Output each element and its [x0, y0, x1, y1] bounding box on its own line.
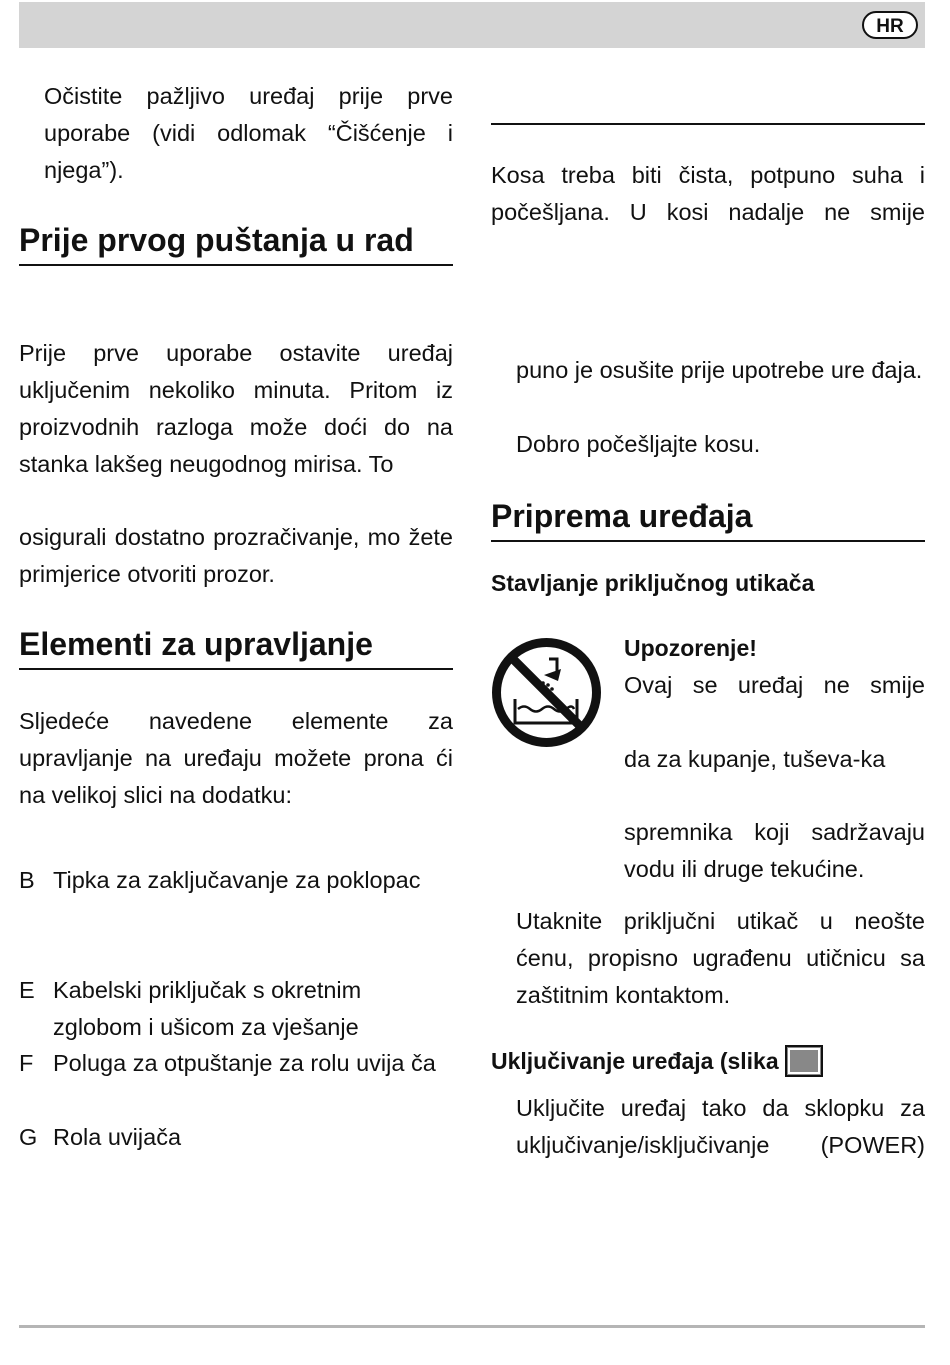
subheading-text: Uključivanje uređaja (slika: [491, 1048, 779, 1074]
language-badge: HR: [862, 11, 918, 39]
section-prepare-device: [491, 496, 925, 542]
list-item-text: Tipka za zaključavanje za poklopac: [53, 867, 421, 893]
switch-paragraph: Uključite uređaj tako da sklopku za uključivanje/isključivanje (POWER): [516, 1095, 925, 1158]
warning-heading: Upozorenje!: [624, 635, 757, 661]
warning-line: spremnika koji sadržavaju vodu ili druge tekućine.: [624, 819, 925, 882]
list-item-text: Poluga za otpuštanje za rolu uvija ča: [53, 1050, 436, 1076]
list-item-text: Rola uvijača: [53, 1124, 182, 1150]
footer-rule: [19, 1325, 925, 1328]
list-item: [19, 1045, 453, 1082]
list-item-text: Kabelski priključak s okretnim zglobom i ušicom za vješanje: [53, 977, 362, 1040]
warning-line: Ovaj se uređaj ne smije: [624, 672, 925, 698]
list-item: [19, 972, 453, 1046]
figure-reference-box: [785, 1045, 823, 1077]
list-item: [19, 1119, 453, 1156]
dry-hair-paragraph: puno je osušite prije upotrebe ure đaja.: [516, 357, 923, 383]
section-paragraph: Sljedeće navedene elemente za upravljanje na uređaju možete prona ći na velikoj slici na dodatku:: [19, 708, 453, 808]
plug-paragraph: Utaknite priključni utikač u neošte ćenu, propisno ugrađenu utičnicu sa zaštitnim kontaktom.: [516, 908, 925, 1008]
no-water-warning-icon: [491, 637, 602, 748]
list-item-letter: B: [19, 867, 35, 893]
section-before-first-use: [19, 220, 453, 266]
list-item-letter: G: [19, 1124, 38, 1150]
section-paragraph: Prije prve uporabe ostavite uređaj uključenim nekoliko minuta. Pritom iz proizvodnih razloga može doći do na stanka lakšeg neugodnog mirisa. To: [19, 340, 453, 477]
section-title: Prije prvog puštanja u rad: [19, 220, 453, 266]
header-bar: [19, 2, 925, 48]
list-item: [19, 862, 453, 899]
list-item-letter: F: [19, 1050, 34, 1076]
subheading-plug: Stavljanje priključnog utikača: [491, 570, 815, 596]
intro-paragraph: Očistite pažljivo uređaj prije prve uporabe (vidi odlomak “Čišćenje i njega”).: [44, 83, 453, 183]
section-title: Priprema uređaja: [491, 496, 925, 542]
comb-hair-paragraph: Dobro počešljajte kosu.: [516, 431, 761, 457]
warning-line: da za kupanje, tuševa-ka: [624, 746, 886, 772]
section-paragraph: osigurali dostatno prozračivanje, mo žete primjerice otvoriti prozor.: [19, 524, 453, 587]
section-divider: [491, 123, 925, 125]
hair-paragraph: Kosa treba biti čista, potpuno suha i počešljana. U kosi nadalje ne smije: [491, 162, 925, 225]
section-title: Elementi za upravljanje: [19, 624, 453, 670]
list-item-letter: E: [19, 977, 35, 1003]
section-controls: [19, 624, 453, 670]
subheading-switch-on: [491, 1043, 925, 1080]
